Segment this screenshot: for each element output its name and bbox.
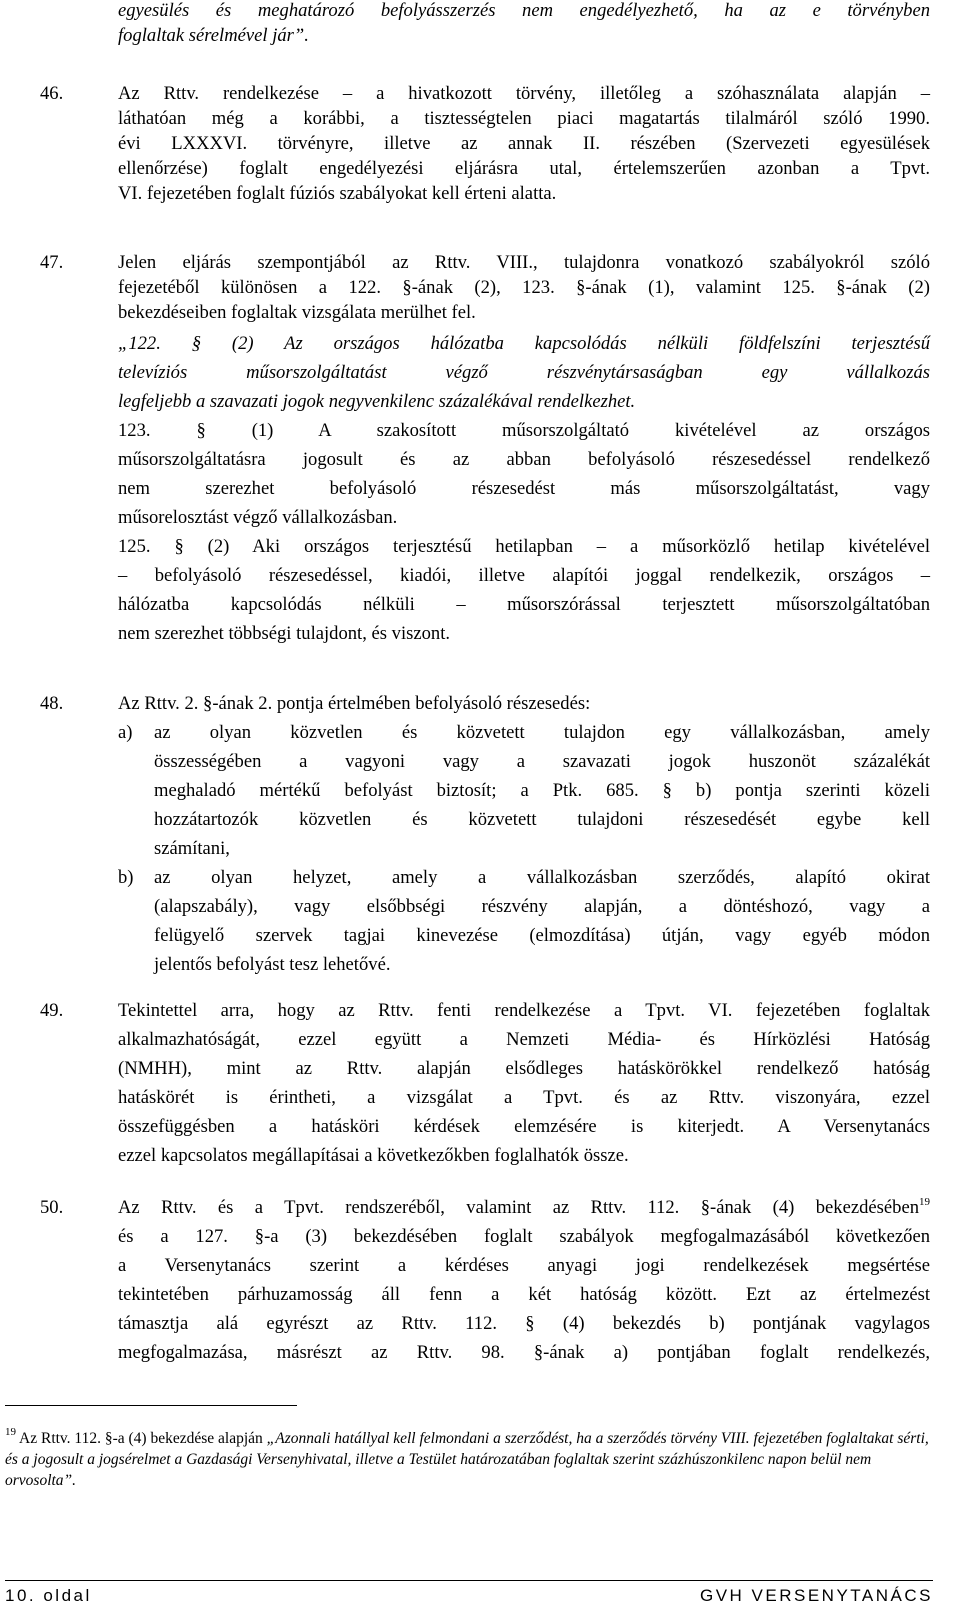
text-line: 123. § (1) A szakosított műsorszolgáltató kivételével az országos <box>118 420 930 441</box>
text-line: évi LXXXVI. törvényre, illetve az annak II. részében (Szervezeti egyesülések <box>118 133 930 154</box>
quote-continuation <box>118 0 930 48</box>
text-line: összefüggésben a hatásköri kérdések elemzésére is kiterjedt. A Versenytanács <box>118 1116 930 1137</box>
list-item-b <box>118 863 930 979</box>
text-line: számítani, <box>154 838 230 859</box>
text-line: Tekintettel arra, hogy az Rttv. fenti rendelkezése a Tpvt. VI. fejezetében foglaltak <box>118 1000 930 1021</box>
text-line <box>118 1193 930 1222</box>
footnote-quote: „Azonnali hatállyal kell felmondani a szerződést, ha a szerződés törvény VIII. fejezetében foglaltakat sérti, és a jogosult a jogsérelmet a Gazdasági Versenyhivatal, illetve a Testület határozatában foglaltak szerint százhúszonkilenc napon belül nem orvosolta”. <box>5 1430 929 1489</box>
text-line: az olyan közvetlen és közvetett tulajdon egy vállalkozásban, amely <box>154 722 930 743</box>
paragraph-body <box>118 81 930 206</box>
text-line: bekezdéseiben foglaltak vizsgálata merülhet fel. <box>118 302 476 323</box>
list-item-a <box>118 718 930 863</box>
text-line: műsorszolgáltatásra jogosult és az abban befolyásoló részesedéssel rendelkező <box>118 449 930 470</box>
text-line: hozzátartozók közvetlen és közvetett tulajdoni részesedését egybe kell <box>154 809 930 830</box>
footnote-ref[interactable]: 19 <box>919 1196 930 1208</box>
footnote-text: Az Rttv. 112. §-a (4) bekezdése alapján <box>19 1430 263 1447</box>
text-line: Az Rttv. 2. §-ának 2. pontja értelmében befolyásoló részesedés: <box>118 693 591 714</box>
footnote <box>5 1428 933 1491</box>
text-line: támasztja alá egyrészt az Rttv. 112. § (4) bekezdés b) pontjának vagylagos <box>118 1313 930 1334</box>
footer-org: GVH VERSENYTANÁCS <box>699 1586 933 1605</box>
text-line: ellenőrzése) foglalt engedélyezési eljárásra utal, értelemszerűen azonban a Tpvt. <box>118 158 930 179</box>
text-line: televíziós műsorszolgáltatást végző részvénytársaságban egy vállalkozás <box>118 362 930 383</box>
paragraph-number: 46. <box>40 83 64 104</box>
paragraph-body <box>118 689 930 979</box>
footnote-divider <box>5 1405 297 1406</box>
text-line: jelentős befolyást tesz lehetővé. <box>154 954 391 975</box>
text-line: (alapszabály), vagy elsőbbségi részvény alapján, a döntéshozó, vagy a <box>154 896 930 917</box>
quote-123 <box>118 416 930 532</box>
text-line: meghaladó mértékű befolyást biztosít; a Ptk. 685. § b) pontja szerinti közeli <box>154 780 930 801</box>
paragraph-number: 49. <box>40 1000 64 1021</box>
text-line: láthatóan még a korábbi, a tisztességtelen piaci magatartás tilalmáról szóló 1990. <box>118 108 930 129</box>
text-line: Jelen eljárás szempontjából az Rttv. VIII., tulajdonra vonatkozó szabályokról szóló <box>118 252 930 273</box>
text-line: hatáskörét is érintheti, a vizsgálat a Tpvt. és az Rttv. viszonyára, ezzel <box>118 1087 930 1108</box>
text-line: VI. fejezetében foglalt fúziós szabályokat kell érteni alatta. <box>118 183 557 204</box>
footnote-number: 19 <box>5 1426 16 1438</box>
text-line: alkalmazhatóságát, ezzel együtt a Nemzeti Média- és Hírközlési Hatóság <box>118 1029 930 1050</box>
list-label: a) <box>118 722 133 743</box>
paragraph-number: 48. <box>40 693 64 714</box>
text-line: nem szerezhet befolyásoló részesedést más műsorszolgáltatást, vagy <box>118 478 930 499</box>
text-line: egyesülés és meghatározó befolyásszerzés nem engedélyezhető, ha az e törvényben <box>118 0 930 21</box>
text-line: műsorelosztást végző vállalkozásban. <box>118 507 398 528</box>
text-line: megfogalmazása, másrészt az Rttv. 98. §-ának a) pontjában foglalt rendelkezés, <box>118 1342 930 1363</box>
text-line: ezzel kapcsolatos megállapításai a következőkben foglalhatók össze. <box>118 1145 629 1166</box>
paragraph-body <box>118 1193 930 1367</box>
text-line: Az Rttv. rendelkezése – a hivatkozott törvény, illetőleg a szóhasználata alapján – <box>118 83 930 104</box>
text-line: hálózatba kapcsolódás nélküli – műsorszórással terjesztett műsorszolgáltatóban <box>118 594 930 615</box>
list-label: b) <box>118 867 134 888</box>
paragraph-number: 50. <box>40 1197 64 1218</box>
footer-divider <box>5 1580 933 1581</box>
paragraph-body <box>118 250 930 648</box>
text-line: legfeljebb a szavazati jogok negyvenkilenc százalékával rendelkezhet. <box>118 391 636 412</box>
text-line: tekintetében párhuzamosság áll fenn a két hatóság között. Ezt az értelmezést <box>118 1284 930 1305</box>
text-line: 125. § (2) Aki országos terjesztésű hetilapban – a műsorközlő hetilap kivételével <box>118 536 930 557</box>
page-number: 10. oldal <box>5 1586 92 1605</box>
text-segment: Az Rttv. és a Tpvt. rendszeréből, valamint az Rttv. 112. §-ának (4) bekezdésében <box>118 1197 919 1218</box>
text-line: felügyelő szervek tagjai kinevezése (elmozdítása) útján, vagy egyéb módon <box>154 925 930 946</box>
text-line: és a 127. §-a (3) bekezdésében foglalt szabályok megfogalmazásából következően <box>118 1226 930 1247</box>
paragraph-number: 47. <box>40 252 64 273</box>
paragraph-body <box>118 996 930 1170</box>
quote-122 <box>118 329 930 416</box>
text-line: foglaltak sérelmével jár”. <box>118 25 309 46</box>
quote-125 <box>118 532 930 648</box>
text-line: összességében a vagyoni vagy a szavazati jogok huszonöt százalékát <box>154 751 930 772</box>
text-line: az olyan helyzet, amely a vállalkozásban szerződés, alapító okirat <box>154 867 930 888</box>
text-line: (NMHH), mint az Rttv. alapján elsődleges hatáskörökkel rendelkező hatóság <box>118 1058 930 1079</box>
text-line: nem szerezhet többségi tulajdont, és viszont. <box>118 623 451 644</box>
text-line: – befolyásoló részesedéssel, kiadói, illetve alapítói joggal rendelkezik, országos – <box>118 565 930 586</box>
text-line: „122. § (2) Az országos hálózatba kapcsolódás nélküli földfelszíni terjesztésű <box>118 333 930 354</box>
text-line: fejezetéből különösen a 122. §-ának (2), 123. §-ának (1), valamint 125. §-ának (2) <box>118 277 930 298</box>
text-line: a Versenytanács szerint a kérdéses anyagi jogi rendelkezések megsértése <box>118 1255 930 1276</box>
